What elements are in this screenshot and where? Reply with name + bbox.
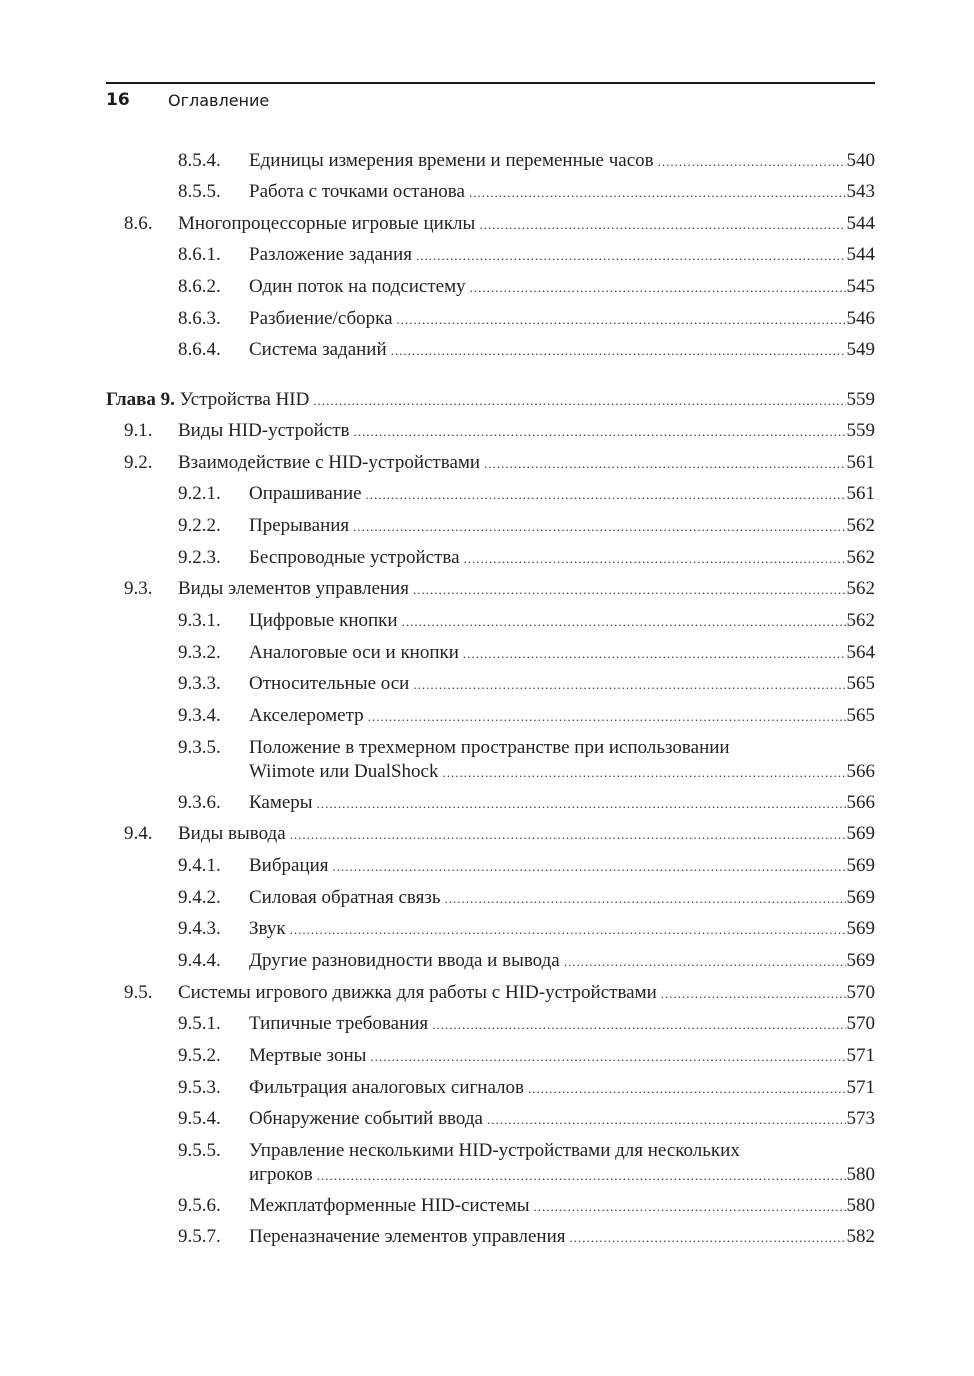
header-rule	[106, 82, 875, 84]
entry-title: Акселерометр	[249, 705, 364, 726]
dot-leader	[445, 891, 846, 907]
page-ref: 562	[846, 547, 875, 568]
entry-title: Цифровые кнопки	[249, 610, 398, 631]
page-ref: 562	[846, 515, 875, 536]
page-ref: 571	[846, 1045, 875, 1066]
dot-leader	[391, 343, 846, 359]
subsection-number: 9.4.2.	[178, 887, 221, 908]
subsection-number: 9.5.2.	[178, 1045, 221, 1066]
page-ref: 559	[846, 420, 875, 441]
dot-leader	[353, 424, 845, 440]
page-ref: 571	[846, 1077, 875, 1098]
page-ref: 570	[846, 982, 875, 1003]
entry-title: Беспроводные устройства	[249, 547, 460, 568]
subsection-number: 9.2.3.	[178, 547, 221, 568]
page-ref: 565	[846, 673, 875, 694]
entry-title: Камеры	[249, 792, 313, 813]
dot-leader	[397, 312, 846, 328]
dot-leader	[534, 1199, 846, 1215]
subsection-number: 9.3.1.	[178, 610, 221, 631]
chapter-label: Глава 9.	[106, 389, 175, 410]
section-number: 9.1.	[124, 420, 153, 441]
dot-leader	[469, 185, 846, 201]
dot-leader	[564, 954, 846, 970]
page-ref: 566	[846, 792, 875, 813]
entry-title: Работа с точками останова	[249, 181, 465, 202]
subsection-number: 9.5.4.	[178, 1108, 221, 1129]
subsection-number: 9.3.6.	[178, 792, 221, 813]
dot-leader	[290, 922, 846, 938]
entry-title-line1: Положение в трехмерном пространстве при использовании	[249, 737, 730, 758]
dot-leader	[333, 859, 846, 875]
page-ref: 569	[846, 887, 875, 908]
subsection-number: 9.4.1.	[178, 855, 221, 876]
dot-leader	[470, 280, 846, 296]
subsection-number: 8.6.1.	[178, 244, 221, 265]
entry-title: Взаимодействие с HID-устройствами	[178, 452, 481, 473]
page-ref: 559	[846, 389, 875, 410]
dot-leader	[432, 1017, 845, 1033]
dot-leader	[484, 456, 845, 472]
page-number: 16	[106, 90, 130, 110]
subsection-number: 9.5.5.	[178, 1140, 221, 1161]
running-title: Оглавление	[168, 91, 270, 110]
subsection-number: 9.2.2.	[178, 515, 221, 536]
page-ref: 561	[846, 483, 875, 504]
page-ref: 566	[846, 761, 875, 782]
section-number: 9.4.	[124, 823, 153, 844]
dot-leader	[290, 827, 846, 843]
dot-leader	[487, 1112, 846, 1128]
subsection-number: 9.2.1.	[178, 483, 221, 504]
chapter-title: Устройства HID	[179, 389, 310, 410]
page-ref: 562	[846, 610, 875, 631]
page-ref: 569	[846, 918, 875, 939]
entry-title: Переназначение элементов управления	[249, 1226, 566, 1247]
page-ref: 549	[846, 339, 875, 360]
page-ref: 570	[846, 1013, 875, 1034]
entry-title: Один поток на подсистему	[249, 276, 466, 297]
dot-leader	[658, 154, 846, 170]
entry-title: Обнаружение событий ввода	[249, 1108, 483, 1129]
subsection-number: 9.3.5.	[178, 737, 221, 758]
dot-leader	[313, 393, 845, 409]
page-ref: 544	[846, 244, 875, 265]
entry-title: игроков	[249, 1164, 313, 1185]
subsection-number: 9.3.3.	[178, 673, 221, 694]
dot-leader	[479, 217, 845, 233]
page-ref: 561	[846, 452, 875, 473]
entry-title: Силовая обратная связь	[249, 887, 441, 908]
entry-title: Межплатформенные HID-системы	[249, 1195, 530, 1216]
entry-title: Единицы измерения времени и переменные часов	[249, 150, 654, 171]
dot-leader	[317, 1168, 846, 1184]
subsection-number: 9.4.4.	[178, 950, 221, 971]
dot-leader	[370, 1049, 845, 1065]
page-ref: 546	[846, 308, 875, 329]
page-ref: 562	[846, 578, 875, 599]
subsection-number: 9.3.4.	[178, 705, 221, 726]
subsection-number: 8.6.3.	[178, 308, 221, 329]
entry-title: Многопроцессорные игровые циклы	[178, 213, 476, 234]
page-ref: 565	[846, 705, 875, 726]
entry-title: Аналоговые оси и кнопки	[249, 642, 459, 663]
subsection-number: 8.5.4.	[178, 150, 221, 171]
subsection-number: 9.5.6.	[178, 1195, 221, 1216]
subsection-number: 9.3.2.	[178, 642, 221, 663]
subsection-number: 9.5.7.	[178, 1226, 221, 1247]
entry-title: Мертвые зоны	[249, 1045, 367, 1066]
entry-title: Типичные требования	[249, 1013, 429, 1034]
page-ref: 580	[846, 1195, 875, 1216]
dot-leader	[317, 796, 846, 812]
entry-title: Система заданий	[249, 339, 387, 360]
entry-title: Разложение задания	[249, 244, 412, 265]
page-ref: 580	[846, 1164, 875, 1185]
entry-title: Другие разновидности ввода и вывода	[249, 950, 560, 971]
entry-title: Опрашивание	[249, 483, 362, 504]
dot-leader	[366, 487, 846, 503]
entry-title-line1: Управление несколькими HID-устройствами для нескольких	[249, 1140, 740, 1161]
dot-leader	[569, 1230, 845, 1246]
page-ref: 544	[846, 213, 875, 234]
dot-leader	[416, 248, 846, 264]
entry-title: Виды HID-устройств	[178, 420, 350, 441]
page-ref: 569	[846, 950, 875, 971]
section-number: 9.2.	[124, 452, 153, 473]
dot-leader	[413, 582, 846, 598]
subsection-number: 9.5.3.	[178, 1077, 221, 1098]
subsection-number: 9.4.3.	[178, 918, 221, 939]
entry-title: Вибрация	[249, 855, 329, 876]
section-number: 9.5.	[124, 982, 153, 1003]
subsection-number: 9.5.1.	[178, 1013, 221, 1034]
entry-title: Виды вывода	[178, 823, 286, 844]
section-number: 9.3.	[124, 578, 153, 599]
dot-leader	[368, 709, 846, 725]
entry-title: Звук	[249, 918, 286, 939]
entry-title: Фильтрация аналоговых сигналов	[249, 1077, 524, 1098]
dot-leader	[528, 1081, 846, 1097]
entry-title: Wiimote или DualShock	[249, 761, 439, 782]
section-number: 8.6.	[124, 213, 153, 234]
page-ref: 545	[846, 276, 875, 297]
page-ref: 569	[846, 855, 875, 876]
entry-title: Системы игрового движка для работы с HID-устройствами	[178, 982, 657, 1003]
page-ref: 540	[846, 150, 875, 171]
page-ref: 543	[846, 181, 875, 202]
page-ref: 569	[846, 823, 875, 844]
dot-leader	[442, 765, 845, 781]
page-ref: 582	[846, 1226, 875, 1247]
subsection-number: 8.6.4.	[178, 339, 221, 360]
entry-title: Прерывания	[249, 515, 350, 536]
subsection-number: 8.5.5.	[178, 181, 221, 202]
dot-leader	[353, 519, 845, 535]
entry-title: Относительные оси	[249, 673, 410, 694]
dot-leader	[413, 677, 845, 693]
page-ref: 573	[846, 1108, 875, 1129]
dot-leader	[402, 614, 846, 630]
subsection-number: 8.6.2.	[178, 276, 221, 297]
entry-title: Разбиение/сборка	[249, 308, 393, 329]
page-ref: 564	[846, 642, 875, 663]
dot-leader	[661, 986, 846, 1002]
dot-leader	[463, 646, 846, 662]
entry-title: Виды элементов управления	[178, 578, 409, 599]
dot-leader	[464, 551, 846, 567]
